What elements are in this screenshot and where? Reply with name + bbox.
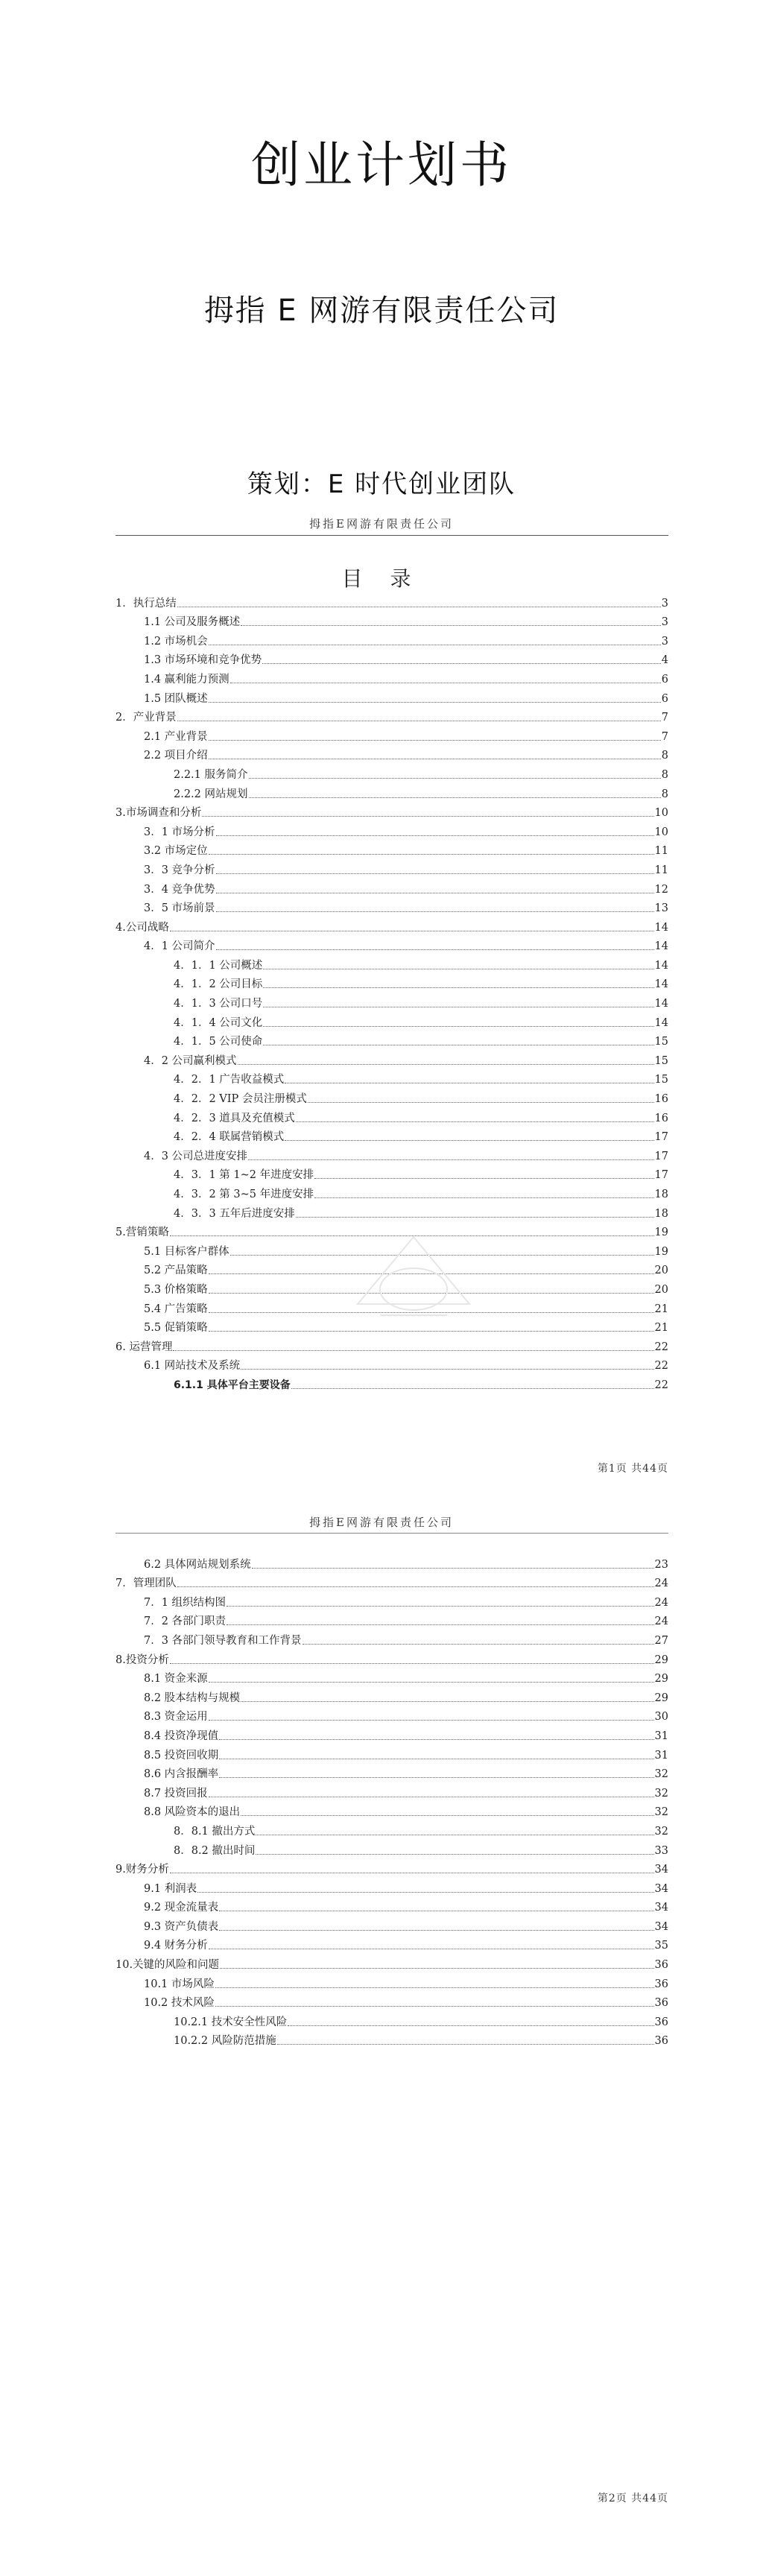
toc-entry[interactable] (115, 610, 668, 630)
toc-entry[interactable] (115, 1068, 668, 1087)
toc-entry-title: 1.1 公司及服务概述 (144, 616, 241, 629)
toc-entry-page: 20 (654, 1265, 668, 1277)
dot-leader (249, 778, 661, 779)
dot-leader (219, 1739, 653, 1740)
toc-entry-page: 19 (654, 1245, 668, 1258)
dot-leader (209, 1720, 654, 1721)
toc-entry-page: 24 (654, 1596, 668, 1609)
toc-entry-page: 34 (654, 1920, 668, 1933)
toc-entry-title: 4．3．2 第 3~5 年进度安排 (174, 1189, 314, 1200)
toc-entry-title: 4．1．5 公司使命 (174, 1036, 263, 1048)
toc-entry[interactable] (115, 1610, 668, 1629)
toc-entry-title: 3．1 市场分析 (144, 826, 215, 838)
toc-entry[interactable] (115, 858, 668, 877)
toc-entry[interactable] (115, 1163, 668, 1183)
toc-entry-page: 29 (654, 1653, 668, 1666)
toc-entry[interactable] (115, 706, 668, 725)
toc-entry-title: 4．1．1 公司概述 (174, 959, 263, 972)
dot-leader (219, 1777, 653, 1778)
toc-entry-title: 7．管理团队 (115, 1577, 177, 1590)
toc-entry-title: 8.2 股本结构与规模 (144, 1692, 241, 1704)
toc-entry-title: 2.2 项目介绍 (144, 750, 208, 762)
toc-entry[interactable] (115, 1201, 668, 1221)
toc-entry[interactable] (115, 1934, 668, 1953)
toc-entry-title: 4．1．3 公司口号 (174, 998, 263, 1010)
toc-entry[interactable] (115, 1762, 668, 1782)
toc-entry[interactable] (115, 686, 668, 706)
toc-entry[interactable] (115, 1048, 668, 1068)
toc-entry-page: 15 (654, 1054, 668, 1067)
toc-entry-page: 36 (654, 1959, 668, 1972)
toc-entry-title: 3.市场调查和分析 (115, 807, 202, 820)
toc-entry-page: 11 (654, 845, 668, 858)
toc-entry-title: 4．3 公司总进度安排 (144, 1150, 248, 1162)
toc-entry[interactable] (115, 1858, 668, 1877)
dot-leader (288, 2025, 653, 2026)
dot-leader (216, 835, 654, 836)
dot-leader (238, 1064, 654, 1065)
toc-entry-title: 6.1 网站技术及系统 (144, 1360, 241, 1373)
toc-entry[interactable] (115, 629, 668, 648)
toc-entry[interactable] (115, 1010, 668, 1030)
page-header: 拇指E网游有限责任公司 (309, 517, 454, 531)
toc-entry-title: 3．5 市场前景 (144, 902, 215, 915)
dot-leader (215, 2006, 654, 2007)
page-header: 拇指E网游有限责任公司 (309, 1516, 454, 1529)
toc-entry[interactable] (115, 667, 668, 686)
watermark-seal-icon (350, 1222, 477, 1334)
toc-entry-title: 10.关键的风险和问题 (115, 1959, 220, 1972)
company-name: 拇指 E 网游有限责任公司 (203, 294, 560, 328)
toc-entry-title: 10.1 市场风险 (144, 1978, 215, 1990)
dot-leader (241, 1815, 653, 1816)
toc-entry-title: 10.2 技术风险 (144, 1997, 215, 2010)
toc-entry-title: 8.8 风险资本的退出 (144, 1806, 241, 1819)
dot-leader (209, 702, 661, 703)
toc-entry-page: 8 (661, 750, 668, 762)
toc-entry-title: 5.营销策略 (115, 1227, 169, 1239)
toc-entry-page: 17 (654, 1131, 668, 1144)
toc-entry-page: 34 (654, 1902, 668, 1914)
toc-entry[interactable] (115, 877, 668, 896)
dot-leader (220, 1968, 653, 1969)
toc-entry-title: 4．2 公司赢利模式 (144, 1054, 237, 1067)
toc-entry-title: 9.财务分析 (115, 1864, 169, 1876)
toc-entry-page: 3 (661, 616, 668, 629)
toc-entry-title: 5.3 价格策略 (144, 1283, 208, 1296)
toc-entry-title: 3．3 竞争分析 (144, 864, 215, 876)
toc-entry-page: 29 (654, 1673, 668, 1686)
dot-leader (285, 1140, 653, 1141)
toc-entry[interactable] (115, 2010, 668, 2029)
toc-entry-page: 34 (654, 1864, 668, 1876)
toc-entry[interactable] (115, 1086, 668, 1106)
toc-entry-title: 8.1 资金来源 (144, 1673, 208, 1686)
toc-entry-title: 7．3 各部门领导教育和工作背景 (144, 1634, 302, 1647)
toc-entry[interactable] (115, 1030, 668, 1049)
toc-entry-page: 31 (654, 1749, 668, 1762)
toc-entry-title: 1．执行总结 (115, 597, 177, 610)
toc-entry-page: 10 (654, 826, 668, 838)
toc-entry-title: 6.2 具体网站规划系统 (144, 1558, 251, 1571)
toc-entry[interactable] (115, 591, 668, 610)
toc-entry-page: 22 (654, 1379, 668, 1391)
toc-entry-title: 8.6 内含报酬率 (144, 1768, 219, 1781)
dot-leader (277, 2044, 654, 2045)
toc-entry-title: 8.4 投资净现值 (144, 1730, 219, 1742)
toc-entry-title: 9.4 财务分析 (144, 1940, 208, 1952)
dot-leader (177, 1586, 654, 1587)
toc-entry-title: 1.5 团队概述 (144, 692, 208, 705)
dot-leader (262, 663, 661, 664)
toc-entry[interactable] (115, 1800, 668, 1820)
toc-entry[interactable] (115, 1876, 668, 1896)
table-of-contents-continued (115, 1552, 668, 2048)
toc-entry-page: 23 (654, 1558, 668, 1571)
toc-entry-page: 20 (654, 1283, 668, 1296)
toc-entry[interactable] (115, 1724, 668, 1743)
toc-entry-page: 19 (654, 1227, 668, 1239)
dot-leader (227, 1606, 653, 1607)
dot-leader (252, 1568, 654, 1569)
toc-entry-page: 34 (654, 1882, 668, 1895)
toc-entry-page: 7 (661, 730, 668, 743)
toc-entry-page: 6 (661, 692, 668, 705)
toc-entry[interactable] (115, 1335, 668, 1354)
toc-entry[interactable] (115, 1952, 668, 1972)
toc-entry-title: 4．3．1 第 1~2 年进度安排 (174, 1169, 314, 1182)
toc-entry-title: 4．1 公司简介 (144, 940, 215, 953)
dot-leader (248, 1159, 653, 1160)
toc-entry[interactable] (115, 724, 668, 744)
page-footer: 第2页 共44页 (597, 2493, 668, 2504)
toc-entry-title: 1.2 市场机会 (144, 635, 208, 648)
page-footer: 第1页 共44页 (597, 1463, 668, 1475)
toc-entry-page: 36 (654, 1978, 668, 1990)
dot-leader (202, 816, 653, 817)
toc-entry-title: 10.2.2 风险防范措施 (174, 2035, 276, 2048)
toc-entry[interactable] (115, 1914, 668, 1934)
toc-entry-title: 7．2 各部门职责 (144, 1615, 227, 1628)
toc-entry-title: 4．2．4 联属营销模式 (174, 1131, 285, 1144)
toc-entry[interactable] (115, 801, 668, 820)
toc-entry-title: 9.3 资产负债表 (144, 1920, 219, 1933)
toc-entry-page: 6 (661, 673, 668, 686)
toc-entry-title: 8．8.2 撤出时间 (174, 1844, 256, 1857)
toc-entry-title: 5.1 目标客户群体 (144, 1245, 229, 1258)
dot-leader (173, 1350, 653, 1351)
toc-entry-page: 4 (661, 654, 668, 667)
toc-entry-page: 15 (654, 1074, 668, 1086)
toc-entry-page: 10 (654, 807, 668, 820)
toc-entry-title: 4．3．3 五年后进度安排 (174, 1207, 295, 1220)
header-rule (115, 535, 668, 536)
toc-entry[interactable] (115, 1144, 668, 1163)
toc-entry[interactable] (115, 762, 668, 782)
toc-entry-page: 21 (654, 1303, 668, 1315)
toc-entry-title: 2.2.2 网站规划 (174, 788, 248, 800)
toc-entry[interactable] (115, 1354, 668, 1373)
toc-entry-page: 14 (654, 998, 668, 1010)
toc-entry-page: 24 (654, 1577, 668, 1590)
toc-entry[interactable] (115, 1572, 668, 1591)
toc-entry[interactable] (115, 1106, 668, 1125)
dot-leader (216, 873, 654, 874)
toc-entry[interactable] (115, 1125, 668, 1145)
toc-entry-title: 1.4 赢利能力预测 (144, 673, 229, 686)
toc-entry-page: 14 (654, 921, 668, 934)
dot-leader (303, 1644, 654, 1645)
toc-entry-title: 5.4 广告策略 (144, 1303, 208, 1315)
toc-entry-page: 22 (654, 1360, 668, 1373)
toc-entry[interactable] (115, 1590, 668, 1610)
dot-leader (296, 1217, 654, 1218)
toc-entry-title: 3．4 竞争优势 (144, 883, 215, 896)
toc-entry-page: 11 (654, 864, 668, 876)
toc-entry-title: 8.投资分析 (115, 1653, 169, 1666)
toc-entry[interactable] (115, 820, 668, 839)
toc-entry-page: 27 (654, 1634, 668, 1647)
toc-entry-page: 14 (654, 978, 668, 991)
toc-entry-title: 2.2.1 服务简介 (174, 768, 248, 781)
toc-entry-title: 4．2．3 道具及充值模式 (174, 1112, 295, 1124)
toc-entry[interactable] (115, 915, 668, 934)
toc-entry-page: 29 (654, 1692, 668, 1704)
toc-entry-page: 13 (654, 902, 668, 915)
dot-leader (314, 1178, 653, 1179)
dot-leader (170, 1663, 654, 1664)
toc-entry[interactable] (115, 1705, 668, 1724)
toc-entry[interactable] (115, 744, 668, 763)
toc-entry-title: 8．8.1 撤出方式 (174, 1825, 256, 1838)
toc-entry[interactable] (115, 1972, 668, 1991)
toc-entry[interactable] (115, 1373, 668, 1392)
toc-entry-title: 4．2．1 广告收益模式 (174, 1074, 285, 1086)
toc-entry[interactable] (115, 648, 668, 668)
dot-leader (256, 1854, 653, 1855)
toc-entry-page: 35 (654, 1940, 668, 1952)
toc-entry-title: 4．1．2 公司目标 (174, 978, 263, 991)
toc-entry[interactable] (115, 1628, 668, 1648)
dot-leader (308, 1102, 654, 1103)
dot-leader (241, 1369, 653, 1370)
toc-entry-page: 8 (661, 788, 668, 800)
toc-entry[interactable] (115, 896, 668, 916)
toc-entry[interactable] (115, 1648, 668, 1667)
toc-entry[interactable] (115, 991, 668, 1010)
toc-entry-page: 17 (654, 1150, 668, 1162)
dot-leader (263, 987, 653, 988)
header-rule (115, 1533, 668, 1534)
document-title: 创业计划书 (251, 136, 512, 194)
dot-leader (241, 625, 661, 626)
toc-entry-page: 21 (654, 1322, 668, 1335)
dot-leader (209, 1682, 654, 1683)
toc-entry[interactable] (115, 934, 668, 954)
dot-leader (216, 911, 654, 912)
toc-entry-title: 2．产业背景 (115, 712, 177, 724)
toc-entry[interactable] (115, 1781, 668, 1800)
toc-entry-page: 16 (654, 1112, 668, 1124)
toc-entry[interactable] (115, 1667, 668, 1686)
toc-entry[interactable] (115, 1182, 668, 1201)
toc-entry[interactable] (115, 1743, 668, 1762)
toc-entry-title: 10.2.1 技术安全性风险 (174, 2016, 288, 2028)
toc-entry-title: 4.公司战略 (115, 921, 169, 934)
toc-entry-page: 24 (654, 1615, 668, 1628)
toc-entry-page: 32 (654, 1806, 668, 1819)
toc-entry[interactable] (115, 1991, 668, 2010)
toc-entry-page: 12 (654, 883, 668, 896)
toc-entry-page: 18 (654, 1207, 668, 1220)
toc-entry-page: 31 (654, 1730, 668, 1742)
toc-entry-title: 9.1 利润表 (144, 1882, 197, 1895)
dot-leader (249, 797, 661, 798)
toc-entry[interactable] (115, 839, 668, 858)
toc-entry-page: 15 (654, 1036, 668, 1048)
dot-leader (219, 1930, 653, 1931)
toc-entry-title: 8.3 资金运用 (144, 1711, 208, 1724)
toc-entry-title: 4．1．4 公司文化 (174, 1016, 263, 1029)
dot-leader (197, 1892, 653, 1893)
dot-leader (209, 854, 654, 855)
toc-entry-page: 17 (654, 1169, 668, 1182)
planner-line: 策划：E 时代创业团队 (247, 469, 516, 499)
toc-entry-page: 30 (654, 1711, 668, 1724)
dot-leader (296, 1121, 654, 1122)
toc-entry-page: 36 (654, 1997, 668, 2010)
toc-entry-page: 14 (654, 940, 668, 953)
dot-leader (291, 1388, 654, 1389)
toc-entry-page: 32 (654, 1825, 668, 1838)
toc-entry-title: 9.2 现金流量表 (144, 1902, 219, 1914)
toc-entry-title: 8.7 投资回报 (144, 1787, 208, 1800)
toc-entry[interactable] (115, 1896, 668, 1915)
toc-entry-title: 2.1 产业背景 (144, 730, 208, 743)
toc-entry[interactable] (115, 1552, 668, 1572)
toc-entry[interactable] (115, 953, 668, 972)
dot-leader (263, 1026, 653, 1027)
toc-entry[interactable] (115, 2029, 668, 2048)
dot-leader (314, 1197, 653, 1198)
toc-entry-title: 1.3 市场环境和竞争优势 (144, 654, 262, 667)
toc-entry-page: 22 (654, 1341, 668, 1353)
toc-entry-title: 5.5 促销策略 (144, 1322, 208, 1335)
toc-entry-page: 33 (654, 1844, 668, 1857)
dot-leader (227, 1624, 653, 1625)
toc-entry-page: 32 (654, 1768, 668, 1781)
toc-entry-title: 8.5 投资回收期 (144, 1749, 219, 1762)
toc-entry-title: 3.2 市场定位 (144, 845, 208, 858)
toc-entry-title: 7．1 组织结构图 (144, 1596, 227, 1609)
toc-entry-title: 6.1.1 具体平台主要设备 (174, 1379, 291, 1391)
toc-entry[interactable] (115, 972, 668, 992)
toc-entry[interactable] (115, 782, 668, 801)
toc-entry-page: 3 (661, 597, 668, 610)
toc-entry-page: 7 (661, 712, 668, 724)
toc-entry-page: 18 (654, 1189, 668, 1200)
toc-entry-page: 14 (654, 959, 668, 972)
toc-entry-page: 16 (654, 1093, 668, 1106)
dot-leader (209, 740, 661, 741)
dot-leader (216, 949, 654, 950)
toc-entry-title: 5.2 产品策略 (144, 1265, 208, 1277)
toc-title: 目 录 (341, 566, 422, 591)
toc-entry[interactable] (115, 1838, 668, 1858)
toc-entry-page: 14 (654, 1016, 668, 1029)
toc-entry-page: 36 (654, 2016, 668, 2028)
toc-entry[interactable] (115, 1686, 668, 1705)
toc-entry-page: 8 (661, 768, 668, 781)
dot-leader (215, 1987, 654, 1988)
toc-entry-page: 36 (654, 2035, 668, 2048)
toc-entry-page: 32 (654, 1787, 668, 1800)
toc-entry-title: 4．2．2 VIP 会员注册模式 (174, 1093, 307, 1106)
toc-entry-title: 6. 运营管理 (115, 1341, 173, 1353)
dot-leader (241, 1701, 653, 1702)
toc-entry[interactable] (115, 1819, 668, 1838)
toc-entry-page: 3 (661, 635, 668, 648)
